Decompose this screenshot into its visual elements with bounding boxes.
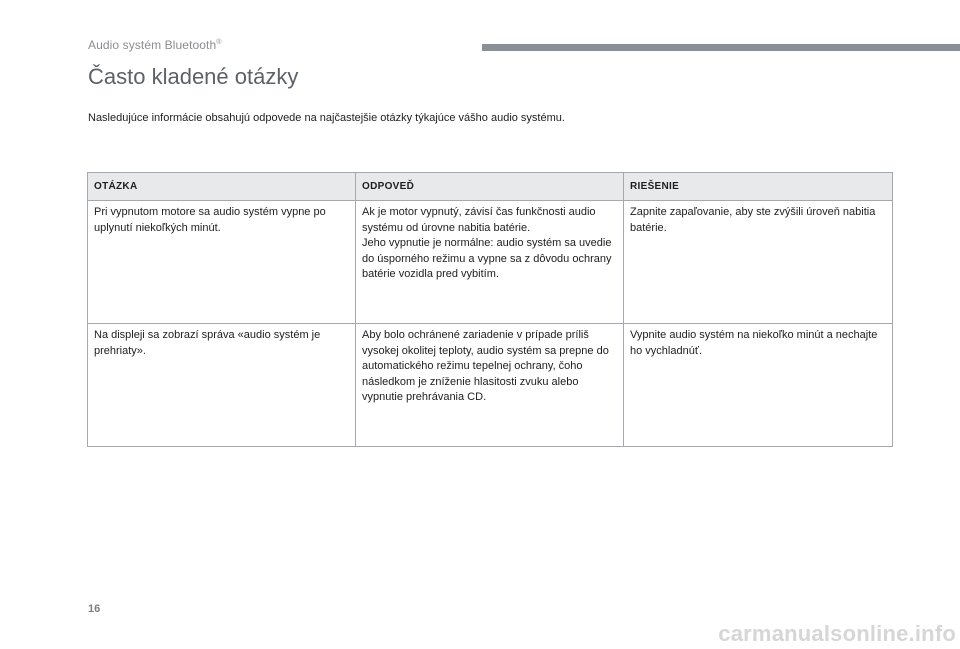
- solution-cell: Zapnite zapaľovanie, aby ste zvýšili úroveň nabitia batérie.: [624, 201, 893, 324]
- answer-line: Aby bolo ochránené zariadenie v prípade príliš vysokej okolitej teploty, audio systém sa prepne do automatického režimu tepelnej ochrany, čoho následkom je zníženie hlasitosti zvuku alebo vypnutie prehrávania CD.: [362, 329, 609, 403]
- answer-line: Jeho vypnutie je normálne: audio systém sa uvedie do úsporného režimu a vypne sa z dôvodu ochrany batérie vozidla pred vybitím.: [362, 237, 612, 280]
- answer-cell: [356, 201, 624, 324]
- section-title: [88, 38, 222, 52]
- section-title-text: Audio systém Bluetooth: [88, 38, 217, 52]
- question-cell: Na displeji sa zobrazí správa «audio systém je prehriaty».: [88, 324, 356, 447]
- table-row: [88, 201, 893, 324]
- faq-table: [87, 172, 893, 447]
- column-header-question: OTÁZKA: [88, 173, 356, 201]
- page-title: Často kladené otázky: [88, 64, 299, 89]
- header-bar: [482, 44, 960, 51]
- question-cell: Pri vypnutom motore sa audio systém vypne po uplynutí niekoľkých minút.: [88, 201, 356, 324]
- page-number: 16: [88, 603, 101, 615]
- solution-cell: Vypnite audio systém na niekoľko minút a nechajte ho vychladnúť.: [624, 324, 893, 447]
- watermark: carmanualsonline.info: [718, 621, 956, 646]
- answer-cell: [356, 324, 624, 447]
- answer-line: Ak je motor vypnutý, závisí čas funkčnosti audio systému od úrovne nabitia batérie.: [362, 206, 596, 234]
- registered-mark: ®: [216, 39, 222, 46]
- table-row: [88, 324, 893, 447]
- intro-text: Nasledujúce informácie obsahujú odpovede na najčastejšie otázky týkajúce vášho audio systému.: [88, 112, 565, 124]
- column-header-solution: RIEŠENIE: [624, 173, 893, 201]
- table-header-row: [88, 173, 893, 201]
- column-header-answer: ODPOVEĎ: [356, 173, 624, 201]
